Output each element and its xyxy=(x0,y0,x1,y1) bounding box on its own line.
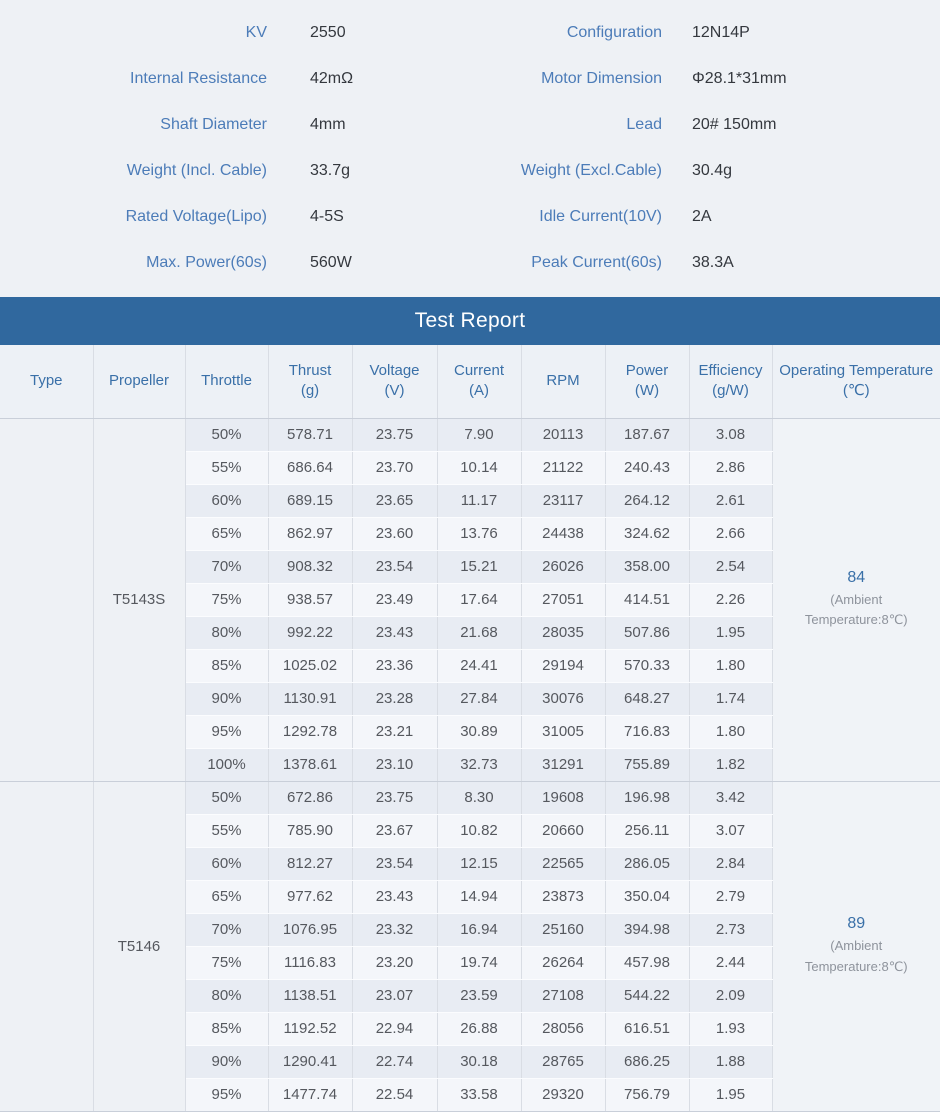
data-cell: 23.07 xyxy=(352,979,437,1012)
data-cell: 2.09 xyxy=(689,979,772,1012)
type-cell xyxy=(0,781,93,1111)
data-cell: 16.94 xyxy=(437,913,521,946)
spec-value-right: Φ28.1*31mm xyxy=(692,70,787,87)
data-cell: 616.51 xyxy=(605,1012,689,1045)
data-cell: 350.04 xyxy=(605,880,689,913)
data-cell: 11.17 xyxy=(437,484,521,517)
data-cell: 80% xyxy=(185,616,268,649)
data-cell: 578.71 xyxy=(268,418,352,451)
spec-label-left: Weight (Incl. Cable) xyxy=(126,162,267,179)
data-cell: 1.95 xyxy=(689,1078,772,1111)
data-cell: 50% xyxy=(185,781,268,814)
data-cell: 22.94 xyxy=(352,1012,437,1045)
data-cell: 17.64 xyxy=(437,583,521,616)
data-cell: 12.15 xyxy=(437,847,521,880)
data-cell: 85% xyxy=(185,649,268,682)
data-cell: 20113 xyxy=(521,418,605,451)
data-cell: 27108 xyxy=(521,979,605,1012)
data-cell: 938.57 xyxy=(268,583,352,616)
data-cell: 10.14 xyxy=(437,451,521,484)
data-cell: 70% xyxy=(185,913,268,946)
data-cell: 23873 xyxy=(521,880,605,913)
data-cell: 22.74 xyxy=(352,1045,437,1078)
data-cell: 65% xyxy=(185,880,268,913)
col-header-efficiency: Efficiency (g/W) xyxy=(689,345,772,418)
data-cell: 2.84 xyxy=(689,847,772,880)
data-cell: 19.74 xyxy=(437,946,521,979)
data-cell: 1116.83 xyxy=(268,946,352,979)
spec-label-right: Peak Current(60s) xyxy=(531,254,662,271)
data-cell: 55% xyxy=(185,451,268,484)
data-cell: 2.79 xyxy=(689,880,772,913)
data-cell: 689.15 xyxy=(268,484,352,517)
table-header-row xyxy=(0,345,940,418)
data-cell: 1.95 xyxy=(689,616,772,649)
data-cell: 31005 xyxy=(521,715,605,748)
test-report-title: Test Report xyxy=(414,309,526,332)
data-cell: 26026 xyxy=(521,550,605,583)
data-cell: 28765 xyxy=(521,1045,605,1078)
data-cell: 28056 xyxy=(521,1012,605,1045)
data-cell: 23.75 xyxy=(352,781,437,814)
data-cell: 13.76 xyxy=(437,517,521,550)
data-cell: 23.43 xyxy=(352,616,437,649)
data-cell: 187.67 xyxy=(605,418,689,451)
data-cell: 1025.02 xyxy=(268,649,352,682)
data-cell: 812.27 xyxy=(268,847,352,880)
data-cell: 50% xyxy=(185,418,268,451)
data-cell: 2.61 xyxy=(689,484,772,517)
data-cell: 3.08 xyxy=(689,418,772,451)
spec-label-right: Lead xyxy=(626,116,662,133)
spec-row xyxy=(0,56,940,102)
data-cell: 1.80 xyxy=(689,715,772,748)
test-report-table xyxy=(0,345,940,1112)
data-cell: 507.86 xyxy=(605,616,689,649)
data-cell: 286.05 xyxy=(605,847,689,880)
data-cell: 196.98 xyxy=(605,781,689,814)
data-cell: 1378.61 xyxy=(268,748,352,781)
data-cell: 2.54 xyxy=(689,550,772,583)
spec-value-left: 4-5S xyxy=(310,208,344,225)
data-cell: 24438 xyxy=(521,517,605,550)
data-cell: 95% xyxy=(185,715,268,748)
col-header-rpm: RPM xyxy=(521,345,605,418)
temperature-value: 89 xyxy=(847,915,866,933)
data-cell: 75% xyxy=(185,946,268,979)
data-cell: 70% xyxy=(185,550,268,583)
spec-label-left: Internal Resistance xyxy=(130,70,267,87)
spec-value-right: 12N14P xyxy=(692,24,750,41)
spec-value-right: 20# 150mm xyxy=(692,116,777,133)
data-cell: 544.22 xyxy=(605,979,689,1012)
operating-temperature-cell xyxy=(772,781,940,1111)
data-cell: 33.58 xyxy=(437,1078,521,1111)
ambient-temperature-note: (Ambient Temperature:8℃) xyxy=(804,938,908,974)
data-cell: 26264 xyxy=(521,946,605,979)
data-cell: 977.62 xyxy=(268,880,352,913)
data-cell: 1076.95 xyxy=(268,913,352,946)
col-header-throttle: Throttle xyxy=(185,345,268,418)
data-cell: 95% xyxy=(185,1078,268,1111)
spec-value-left: 4mm xyxy=(310,116,346,133)
data-cell: 756.79 xyxy=(605,1078,689,1111)
data-cell: 90% xyxy=(185,682,268,715)
ambient-temperature-note: (Ambient Temperature:8℃) xyxy=(804,591,908,627)
data-cell: 1290.41 xyxy=(268,1045,352,1078)
col-header-type: Type xyxy=(0,345,93,418)
data-cell: 2.66 xyxy=(689,517,772,550)
data-cell: 1.88 xyxy=(689,1045,772,1078)
col-header-voltage: Voltage (V) xyxy=(352,345,437,418)
data-cell: 324.62 xyxy=(605,517,689,550)
col-header-propeller: Propeller xyxy=(93,345,185,418)
spec-label-right: Motor Dimension xyxy=(541,70,662,87)
data-cell: 908.32 xyxy=(268,550,352,583)
data-cell: 80% xyxy=(185,979,268,1012)
data-cell: 55% xyxy=(185,814,268,847)
spec-row xyxy=(0,194,940,240)
data-cell: 23.54 xyxy=(352,550,437,583)
data-cell: 27.84 xyxy=(437,682,521,715)
spec-label-left: Shaft Diameter xyxy=(160,116,267,133)
data-cell: 457.98 xyxy=(605,946,689,979)
data-cell: 862.97 xyxy=(268,517,352,550)
data-cell: 23.75 xyxy=(352,418,437,451)
spec-label-right: Weight (Excl.Cable) xyxy=(520,162,662,179)
data-cell: 686.25 xyxy=(605,1045,689,1078)
data-cell: 25160 xyxy=(521,913,605,946)
data-cell: 29320 xyxy=(521,1078,605,1111)
data-cell: 992.22 xyxy=(268,616,352,649)
spec-label-right: Configuration xyxy=(566,24,662,41)
data-cell: 30.89 xyxy=(437,715,521,748)
data-cell: 21122 xyxy=(521,451,605,484)
data-cell: 24.41 xyxy=(437,649,521,682)
data-cell: 1477.74 xyxy=(268,1078,352,1111)
data-cell: 22565 xyxy=(521,847,605,880)
data-cell: 570.33 xyxy=(605,649,689,682)
data-cell: 23.10 xyxy=(352,748,437,781)
data-cell: 1.74 xyxy=(689,682,772,715)
data-cell: 1192.52 xyxy=(268,1012,352,1045)
type-cell xyxy=(0,418,93,781)
data-cell: 3.42 xyxy=(689,781,772,814)
data-cell: 85% xyxy=(185,1012,268,1045)
data-cell: 686.64 xyxy=(268,451,352,484)
data-cell: 30076 xyxy=(521,682,605,715)
data-cell: 23.65 xyxy=(352,484,437,517)
spec-value-left: 42mΩ xyxy=(310,70,354,87)
data-cell: 31291 xyxy=(521,748,605,781)
data-cell: 10.82 xyxy=(437,814,521,847)
data-cell: 1130.91 xyxy=(268,682,352,715)
data-cell: 23.43 xyxy=(352,880,437,913)
data-cell: 414.51 xyxy=(605,583,689,616)
data-cell: 19608 xyxy=(521,781,605,814)
data-cell: 2.26 xyxy=(689,583,772,616)
data-cell: 256.11 xyxy=(605,814,689,847)
data-cell: 28035 xyxy=(521,616,605,649)
data-cell: 240.43 xyxy=(605,451,689,484)
data-cell: 264.12 xyxy=(605,484,689,517)
data-cell: 8.30 xyxy=(437,781,521,814)
spec-label-right: Idle Current(10V) xyxy=(539,208,662,225)
spec-label-left: KV xyxy=(245,24,267,41)
spec-row xyxy=(0,148,940,194)
spec-section xyxy=(0,0,940,297)
data-cell: 65% xyxy=(185,517,268,550)
spec-value-left: 33.7g xyxy=(310,162,351,179)
data-cell: 1.82 xyxy=(689,748,772,781)
data-cell: 716.83 xyxy=(605,715,689,748)
data-cell: 648.27 xyxy=(605,682,689,715)
spec-value-right: 2A xyxy=(692,208,712,225)
data-cell: 785.90 xyxy=(268,814,352,847)
data-cell: 23.36 xyxy=(352,649,437,682)
data-cell: 29194 xyxy=(521,649,605,682)
data-cell: 22.54 xyxy=(352,1078,437,1111)
spec-row xyxy=(0,10,940,56)
operating-temperature-cell xyxy=(772,418,940,781)
table-row xyxy=(0,781,940,814)
data-cell: 2.44 xyxy=(689,946,772,979)
col-header-thrust: Thrust (g) xyxy=(268,345,352,418)
spec-label-left: Max. Power(60s) xyxy=(146,254,267,271)
temperature-value: 84 xyxy=(847,568,866,586)
data-cell: 7.90 xyxy=(437,418,521,451)
data-cell: 23.20 xyxy=(352,946,437,979)
spec-label-left: Rated Voltage(Lipo) xyxy=(125,208,267,225)
data-cell: 15.21 xyxy=(437,550,521,583)
data-cell: 21.68 xyxy=(437,616,521,649)
data-cell: 1.93 xyxy=(689,1012,772,1045)
data-cell: 23.59 xyxy=(437,979,521,1012)
data-cell: 358.00 xyxy=(605,550,689,583)
data-cell: 3.07 xyxy=(689,814,772,847)
data-cell: 23.21 xyxy=(352,715,437,748)
data-cell: 1292.78 xyxy=(268,715,352,748)
spec-row xyxy=(0,240,940,286)
data-cell: 23.49 xyxy=(352,583,437,616)
spec-value-right: 30.4g xyxy=(692,162,733,179)
data-cell: 32.73 xyxy=(437,748,521,781)
table-row xyxy=(0,418,940,451)
data-cell: 23.28 xyxy=(352,682,437,715)
col-header-power: Power (W) xyxy=(605,345,689,418)
data-cell: 90% xyxy=(185,1045,268,1078)
data-cell: 100% xyxy=(185,748,268,781)
propeller-cell: T5143S xyxy=(93,418,185,781)
data-cell: 23.32 xyxy=(352,913,437,946)
data-cell: 60% xyxy=(185,847,268,880)
spec-value-left: 2550 xyxy=(310,24,346,41)
test-report-banner xyxy=(0,297,940,345)
data-cell: 23117 xyxy=(521,484,605,517)
data-cell: 23.60 xyxy=(352,517,437,550)
propeller-cell: T5146 xyxy=(93,781,185,1111)
spec-row xyxy=(0,102,940,148)
data-cell: 23.67 xyxy=(352,814,437,847)
data-cell: 1138.51 xyxy=(268,979,352,1012)
data-cell: 23.70 xyxy=(352,451,437,484)
data-cell: 14.94 xyxy=(437,880,521,913)
col-header-current: Current (A) xyxy=(437,345,521,418)
data-cell: 394.98 xyxy=(605,913,689,946)
data-cell: 27051 xyxy=(521,583,605,616)
data-cell: 2.86 xyxy=(689,451,772,484)
spec-value-right: 38.3A xyxy=(692,254,734,271)
data-cell: 75% xyxy=(185,583,268,616)
spec-value-left: 560W xyxy=(310,254,352,271)
data-cell: 672.86 xyxy=(268,781,352,814)
data-cell: 60% xyxy=(185,484,268,517)
data-cell: 2.73 xyxy=(689,913,772,946)
data-cell: 23.54 xyxy=(352,847,437,880)
data-cell: 20660 xyxy=(521,814,605,847)
data-cell: 30.18 xyxy=(437,1045,521,1078)
col-header-operating-temperature: Operating Temperature (℃) xyxy=(772,345,940,418)
data-cell: 26.88 xyxy=(437,1012,521,1045)
data-cell: 1.80 xyxy=(689,649,772,682)
data-cell: 755.89 xyxy=(605,748,689,781)
